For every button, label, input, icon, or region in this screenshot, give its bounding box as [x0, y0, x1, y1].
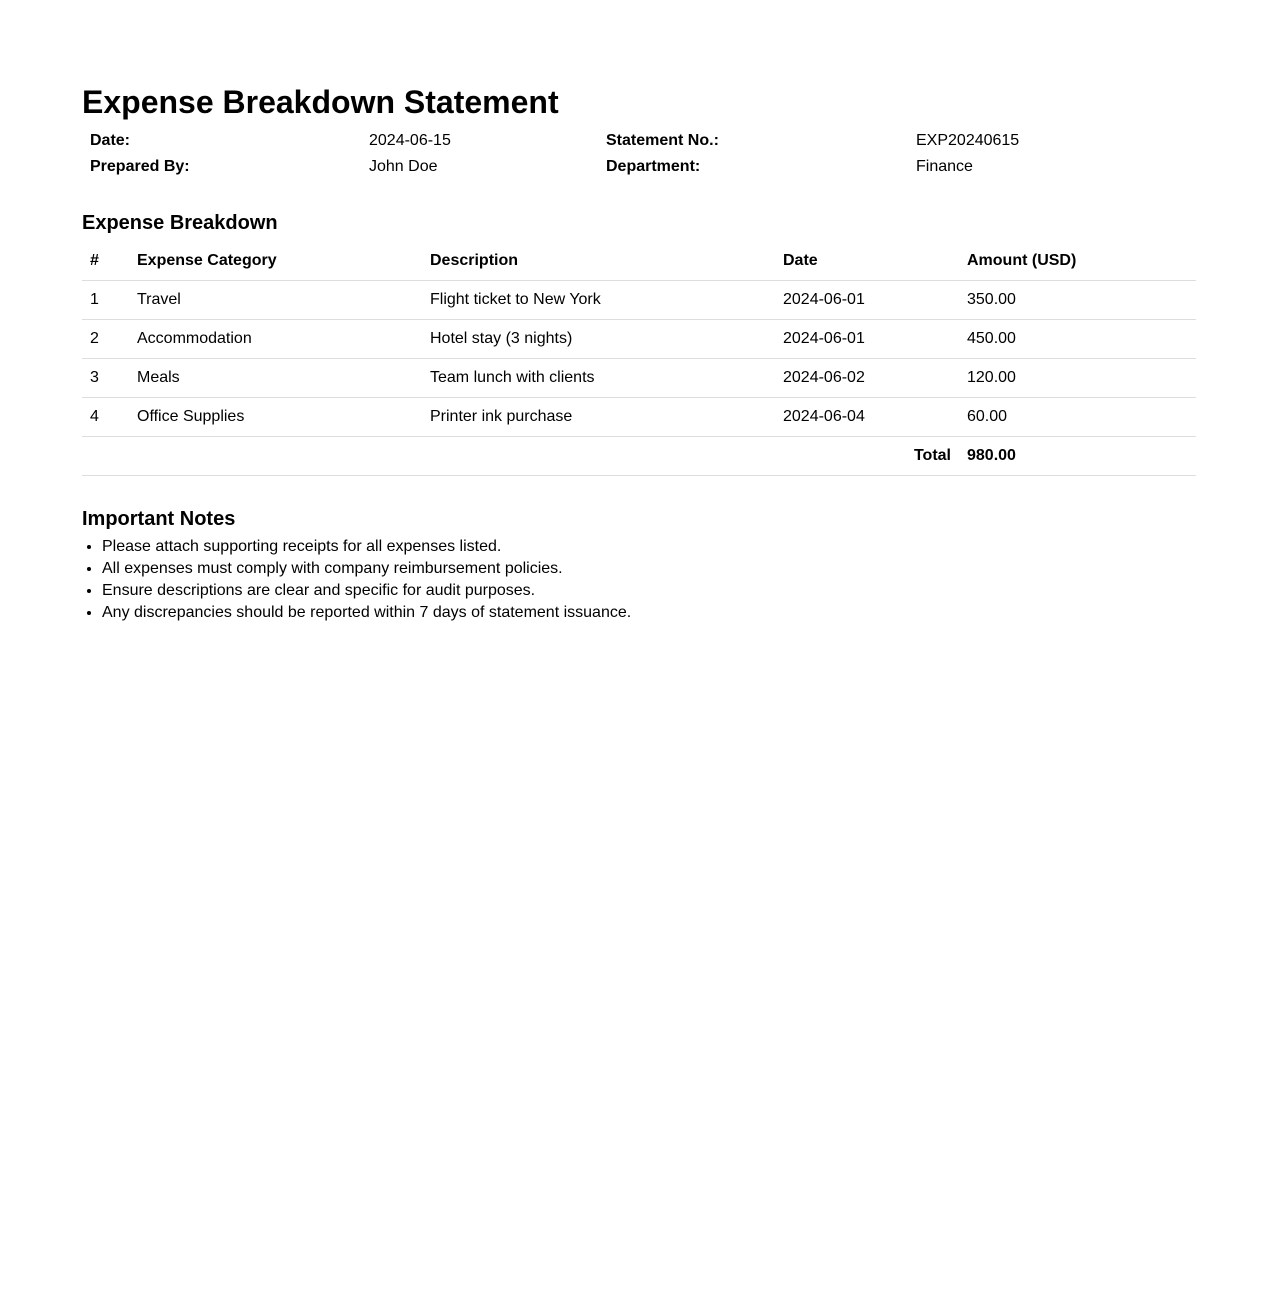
total-amount: 980.00: [959, 437, 1196, 476]
column-header-description: Description: [422, 242, 775, 281]
row-number: 4: [82, 398, 129, 437]
row-number: 3: [82, 359, 129, 398]
statement-number-label: Statement No.:: [606, 132, 719, 149]
date-value: 2024-06-15: [369, 132, 451, 149]
statement-meta: [82, 128, 1196, 180]
note-item: • Ensure descriptions are clear and specific for audit purposes.: [102, 580, 631, 602]
column-header-number: #: [82, 242, 129, 281]
table-header-row: [82, 242, 1196, 281]
page-title: Expense Breakdown Statement: [82, 84, 559, 120]
row-amount: 450.00: [959, 320, 1196, 359]
meta-row: [82, 154, 1196, 180]
note-item: • Any discrepancies should be reported within 7 days of statement issuance.: [102, 602, 631, 624]
notes-list: [82, 536, 631, 624]
row-category: Office Supplies: [129, 398, 422, 437]
row-description: Hotel stay (3 nights): [422, 320, 775, 359]
row-category: Meals: [129, 359, 422, 398]
row-date: 2024-06-01: [775, 281, 959, 320]
row-amount: 60.00: [959, 398, 1196, 437]
row-date: 2024-06-04: [775, 398, 959, 437]
note-item: • All expenses must comply with company reimbursement policies.: [102, 558, 631, 580]
prepared-by-label: Prepared By:: [90, 158, 190, 175]
prepared-by-value: John Doe: [369, 158, 438, 175]
department-label: Department:: [606, 158, 701, 175]
table-row: [82, 281, 1196, 320]
expense-table: [82, 242, 1196, 476]
table-row: [82, 359, 1196, 398]
total-row: [82, 437, 1196, 476]
table-row: [82, 398, 1196, 437]
row-description: Flight ticket to New York: [422, 281, 775, 320]
row-category: Travel: [129, 281, 422, 320]
row-number: 1: [82, 281, 129, 320]
meta-row: [82, 128, 1196, 154]
date-label: Date:: [90, 132, 131, 149]
row-amount: 120.00: [959, 359, 1196, 398]
row-category: Accommodation: [129, 320, 422, 359]
row-amount: 350.00: [959, 281, 1196, 320]
row-description: Team lunch with clients: [422, 359, 775, 398]
note-item: • Please attach supporting receipts for all expenses listed.: [102, 536, 631, 558]
row-date: 2024-06-01: [775, 320, 959, 359]
row-date: 2024-06-02: [775, 359, 959, 398]
statement-number-value: EXP20240615: [916, 132, 1020, 149]
row-description: Printer ink purchase: [422, 398, 775, 437]
important-notes-heading: Important Notes: [82, 508, 236, 530]
total-label: Total: [82, 437, 959, 476]
row-number: 2: [82, 320, 129, 359]
department-value: Finance: [916, 158, 973, 175]
table-row: [82, 320, 1196, 359]
column-header-amount: Amount (USD): [959, 242, 1196, 281]
column-header-category: Expense Category: [129, 242, 422, 281]
expense-breakdown-heading: Expense Breakdown: [82, 212, 278, 234]
column-header-date: Date: [775, 242, 959, 281]
